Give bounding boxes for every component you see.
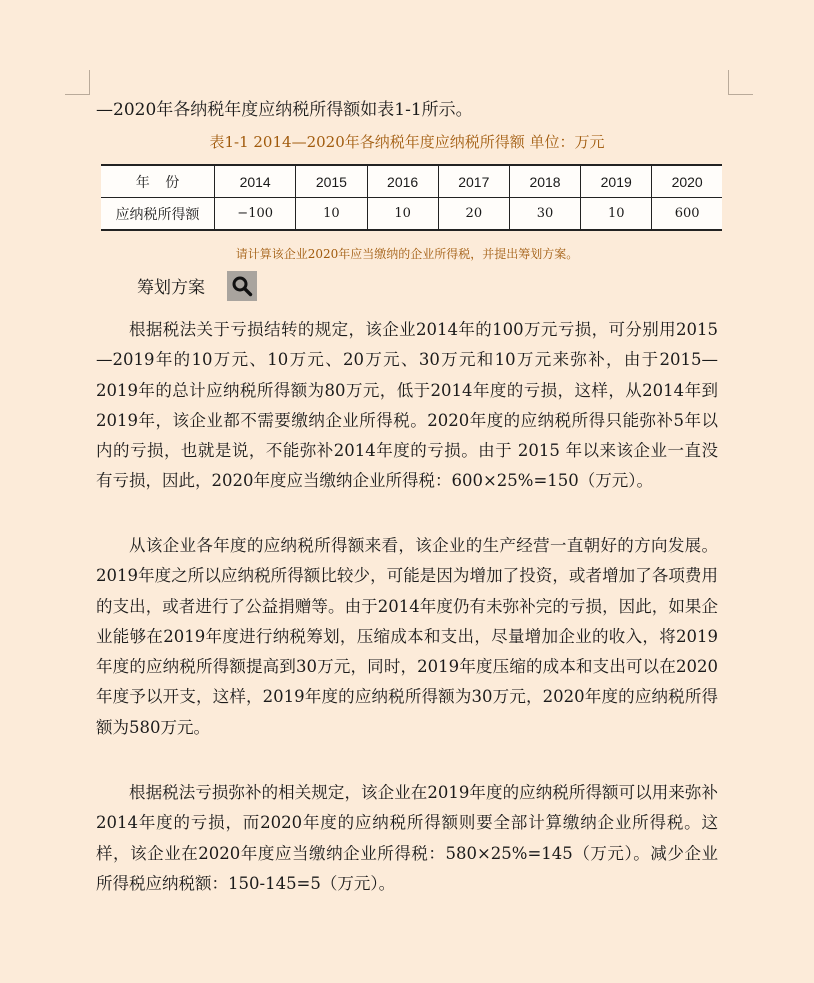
intro-line: —2020年各纳税年度应纳税所得额如表1-1所示。 xyxy=(96,100,473,120)
paragraph: 根据税法关于亏损结转的规定，该企业2014年的100万元亏损，可分别用2015—2019年的10万元、10万元、20万元、30万元和10万元来弥补，由于2015—2019年的总计应纳税所得额为80万元，低于2014年度的亏损，这样，从2014年到2019年，该企业都不需要缴纳企业所得税。2020年度的应纳税所得只能弥补5年以内的亏损，也就是说，不能弥补2014年度的亏损。由于 2015 年以来该企业一直没有亏损，因此，2020年度应当缴纳企业所得税：600×25%=150（万元）。 xyxy=(96,320,718,491)
value-cell: 20 xyxy=(438,198,509,231)
table-row xyxy=(101,198,722,231)
year-cell: 2019 xyxy=(581,165,652,198)
value-cell: −100 xyxy=(215,198,296,231)
table-caption: 表1-1 2014—2020年各纳税年度应纳税所得额 单位：万元 xyxy=(209,133,605,151)
table-header-label: 年 份 xyxy=(101,165,215,198)
search-button[interactable] xyxy=(227,271,257,301)
section-heading: 筹划方案 xyxy=(137,278,205,298)
paragraph: 根据税法亏损弥补的相关规定，该企业在2019年度的应纳税所得额可以用来弥补2014年度的亏损，而2020年度的应纳税所得额则要全部计算缴纳企业所得税。这样，该企业在2020年度应当缴纳企业所得税：580×25%=145（万元）。减少企业所得税应纳税额：150-145=5（万元）。 xyxy=(96,783,718,893)
value-cell: 10 xyxy=(367,198,438,231)
taxable-income-table xyxy=(101,164,722,231)
year-cell: 2015 xyxy=(296,165,367,198)
value-cell: 600 xyxy=(652,198,722,231)
year-cell: 2014 xyxy=(215,165,296,198)
value-cell: 30 xyxy=(509,198,580,231)
page-corner-mark-right xyxy=(728,70,753,95)
year-cell: 2018 xyxy=(509,165,580,198)
table-row xyxy=(101,165,722,198)
year-cell: 2016 xyxy=(367,165,438,198)
year-cell: 2020 xyxy=(652,165,722,198)
page-corner-mark-left xyxy=(65,70,90,95)
paragraph: 从该企业各年度的应纳税所得额来看，该企业的生产经营一直朝好的方向发展。2019年度之所以应纳税所得额比较少，可能是因为增加了投资，或者增加了各项费用的支出，或者进行了公益捐赠等。由于2014年度仍有未弥补完的亏损，因此，如果企业能够在2019年度进行纳税筹划，压缩成本和支出，尽量增加企业的收入，将2019年度的应纳税所得额提高到30万元，同时，2019年度压缩的成本和支出可以在2020年度予以开支，这样，2019年度的应纳税所得额为30万元，2020年度的应纳税所得额为580万元。 xyxy=(96,536,718,737)
value-cell: 10 xyxy=(296,198,367,231)
search-icon xyxy=(231,275,253,297)
table-row-label: 应纳税所得额 xyxy=(101,198,215,231)
question-note: 请计算该企业2020年应当缴纳的企业所得税，并提出筹划方案。 xyxy=(235,247,579,261)
value-cell: 10 xyxy=(581,198,652,231)
year-cell: 2017 xyxy=(438,165,509,198)
